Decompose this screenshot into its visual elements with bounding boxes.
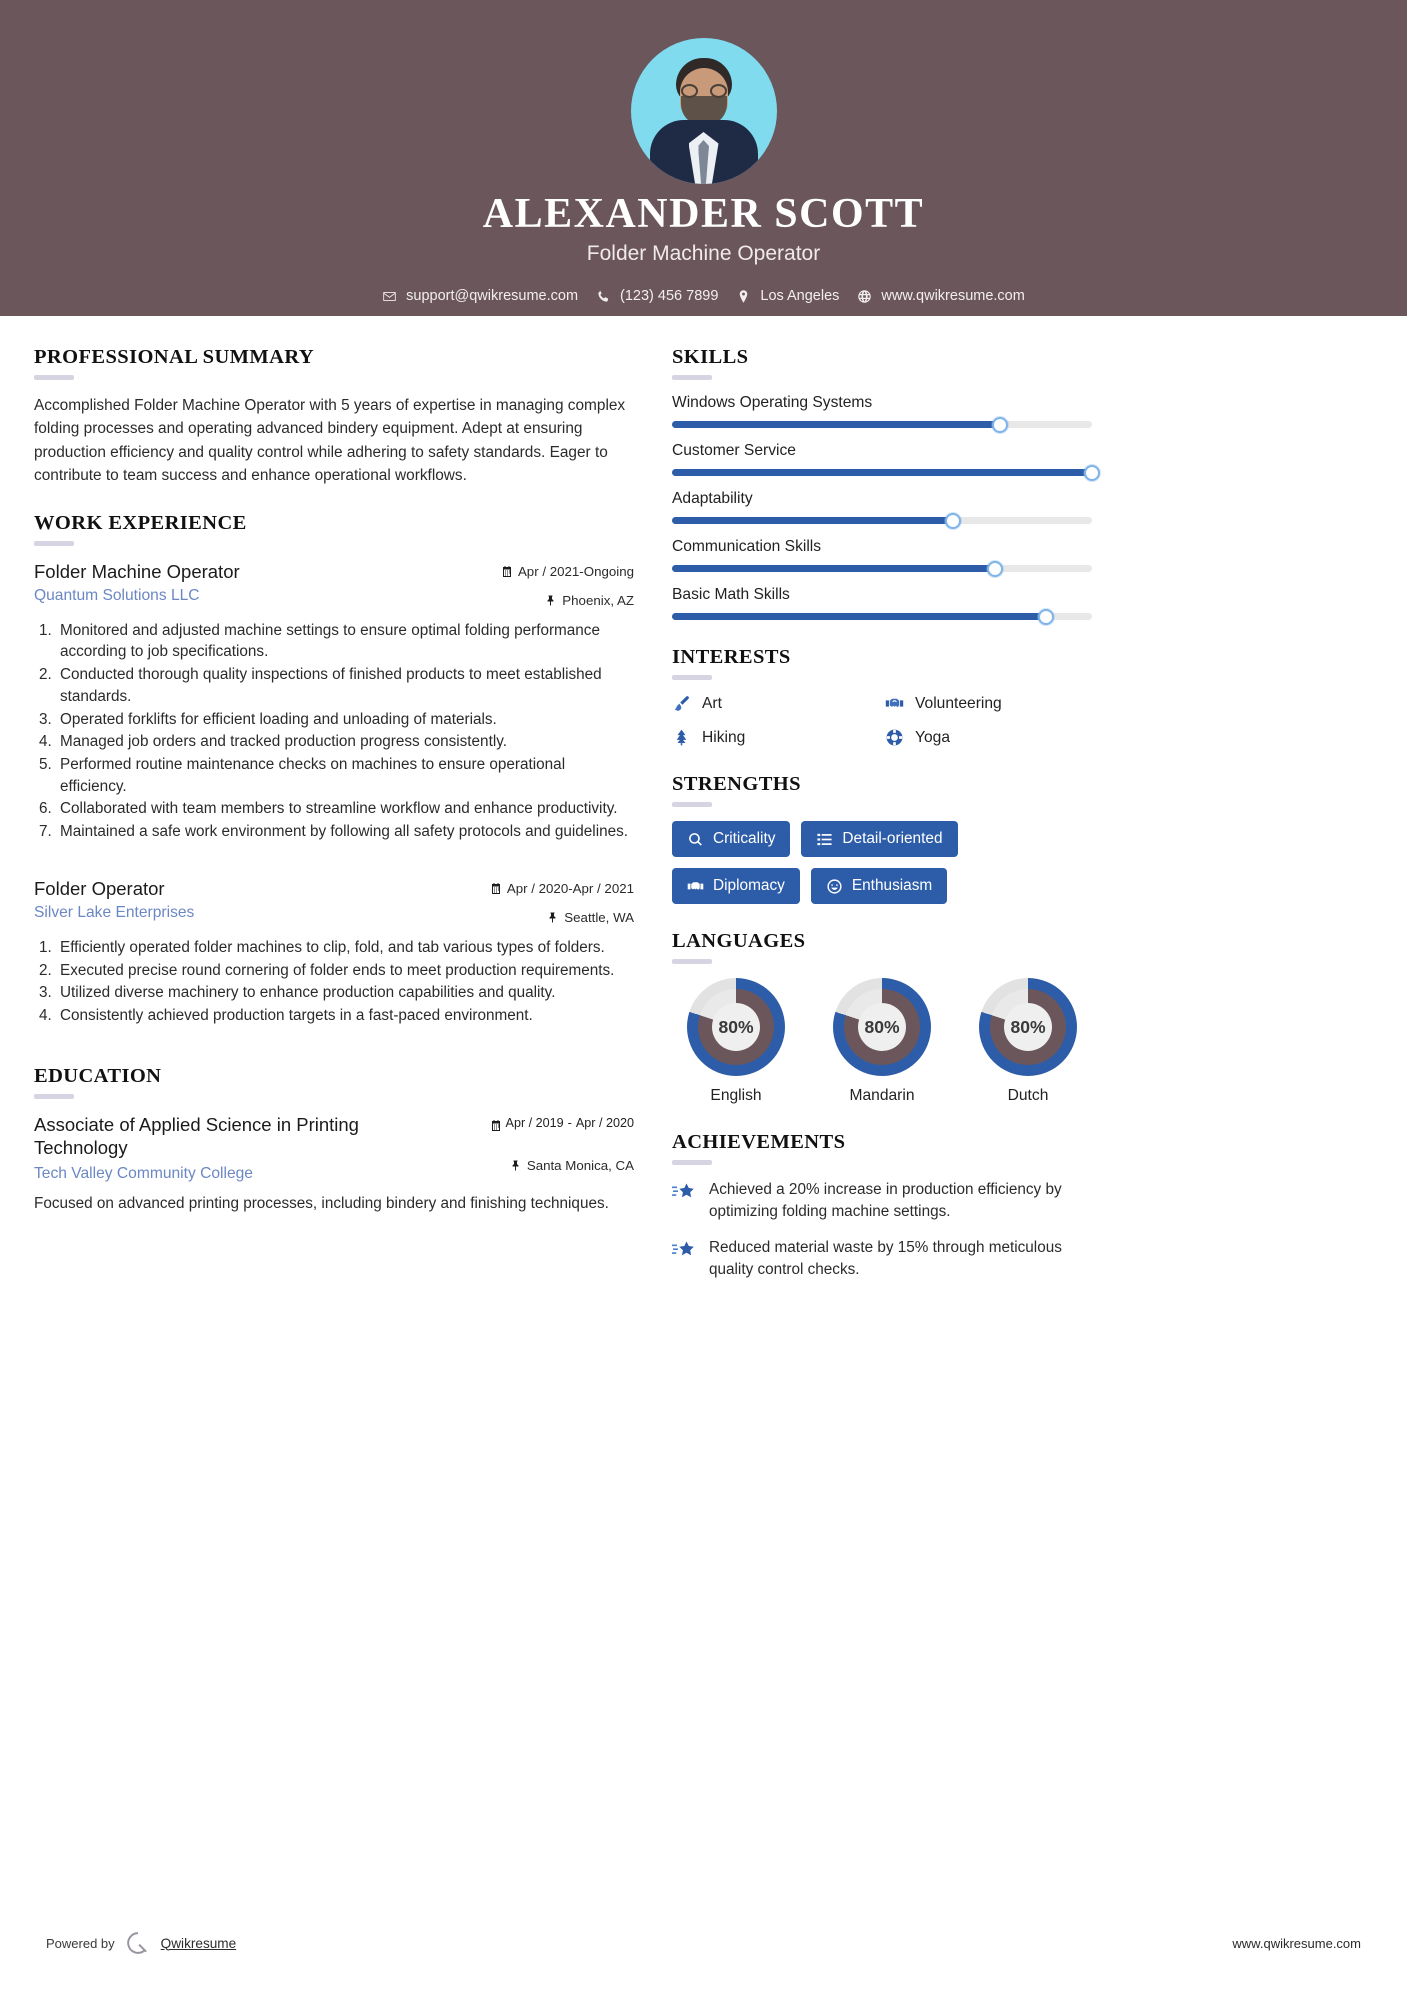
contact-website[interactable]: [857, 288, 1024, 304]
strengths-heading: STRENGTHS: [672, 773, 801, 795]
shooting-star-icon: [672, 1240, 696, 1262]
job-location-text: Phoenix, AZ: [562, 592, 634, 608]
work-heading: WORK EXPERIENCE: [34, 511, 247, 534]
skill-fill: [672, 517, 953, 524]
education-dates: [490, 1113, 634, 1132]
handshake-icon: [885, 694, 904, 713]
skill-label: Customer Service: [672, 442, 796, 459]
section-achievements: [672, 1131, 1092, 1281]
interests-grid: [672, 694, 1092, 747]
achievements-heading: ACHIEVEMENTS: [672, 1131, 846, 1153]
job-dates: [501, 564, 634, 579]
summary-heading: PROFESSIONAL SUMMARY: [34, 346, 315, 368]
job-meta: [490, 877, 634, 925]
skill-fill: [672, 421, 1000, 428]
job-bullet: 5. Performed routine maintenance checks on machines to ensure operational efficiency.: [56, 754, 634, 797]
achievement-text: Reduced material waste by 15% through meticulous quality control checks.: [709, 1239, 1062, 1279]
degree-title: Associate of Applied Science in Printing Technology: [34, 1113, 359, 1159]
languages-list: [672, 978, 1092, 1105]
languages-heading: LANGUAGES: [672, 930, 806, 952]
section-skills: [672, 346, 1092, 620]
school-name[interactable]: Tech Valley Community College: [34, 1165, 253, 1183]
job-location-text: Seattle, WA: [564, 909, 634, 925]
section-divider: [672, 675, 712, 680]
skill-label: Basic Math Skills: [672, 586, 790, 603]
skill-knob[interactable]: [1038, 609, 1054, 625]
section-professional-summary: [34, 346, 634, 488]
skill-knob[interactable]: [992, 417, 1008, 433]
pushpin-icon: [547, 911, 559, 924]
language-item: [964, 978, 1092, 1105]
globe-icon: [857, 289, 872, 304]
education-heading: EDUCATION: [34, 1064, 162, 1087]
skill-knob[interactable]: [987, 561, 1003, 577]
section-divider: [34, 541, 74, 546]
job-bullet: 1. Efficiently operated folder machines to clip, fold, and tab various types of folders.: [56, 937, 634, 959]
contact-email-text: support@qwikresume.com: [406, 288, 579, 305]
job-location: [501, 593, 634, 608]
strength-label: Criticality: [713, 830, 776, 847]
job-bullet: 7. Maintained a safe work environment by following all safety protocols and guidelines.: [56, 821, 634, 843]
powered-by-block: [46, 1930, 236, 1956]
education-location: [490, 1158, 634, 1173]
job-dates-text: Apr / 2020-Apr / 2021: [506, 880, 634, 896]
skill-fill: [672, 613, 1046, 620]
phone-icon: [596, 289, 611, 304]
skill-fill: [672, 565, 995, 572]
contact-phone-text: (123) 456 7899: [620, 288, 719, 305]
section-divider: [672, 375, 712, 380]
shooting-star-icon: [672, 1182, 696, 1204]
date-separator: -: [567, 1116, 572, 1130]
interest-label: Yoga: [915, 728, 950, 746]
job-bullets: [56, 620, 634, 843]
handshake-icon: [687, 878, 704, 895]
tree-icon: [672, 728, 691, 747]
language-name: English: [710, 1087, 762, 1104]
skill-slider[interactable]: [672, 517, 1092, 524]
strength-label: Diplomacy: [713, 877, 785, 894]
job-bullet: 1. Monitored and adjusted machine settings to ensure optimal folding performance according to job specifications.: [56, 620, 634, 663]
job-role-subtitle: Folder Machine Operator: [586, 242, 821, 266]
job-dates: [490, 881, 634, 896]
contact-email[interactable]: [382, 288, 578, 304]
interest-item: [672, 728, 879, 747]
section-divider: [672, 802, 712, 807]
language-donut-chart: [833, 978, 931, 1076]
section-divider: [34, 375, 74, 380]
strength-label: Detail-oriented: [842, 830, 943, 847]
smiley-icon: [826, 878, 843, 895]
skill-knob[interactable]: [1084, 465, 1100, 481]
language-donut-chart: [687, 978, 785, 1076]
qwikresume-brand-link[interactable]: Qwikresume: [160, 1935, 237, 1951]
skill-slider[interactable]: [672, 469, 1092, 476]
page-title: ALEXANDER SCOTT: [482, 191, 925, 237]
avatar: [631, 38, 777, 184]
interest-label: Hiking: [702, 728, 746, 746]
calendar-icon: [501, 565, 513, 578]
contact-bar: [0, 288, 1407, 304]
interest-label: Art: [702, 694, 722, 712]
education-date-start: Apr / 2019: [505, 1115, 564, 1130]
section-divider: [34, 1094, 74, 1099]
work-entry: [34, 877, 634, 1027]
education-location-text: Santa Monica, CA: [526, 1157, 634, 1173]
job-location: [490, 910, 634, 925]
strength-badge-criticality: [672, 821, 790, 857]
skill-item: [672, 490, 1092, 524]
achievement-item: [672, 1237, 1092, 1280]
job-bullet: 2. Conducted thorough quality inspections of finished products to meet established standards.: [56, 664, 634, 707]
job-organization[interactable]: Silver Lake Enterprises: [34, 903, 195, 921]
job-bullet: 4. Consistently achieved production targets in a fast-paced environment.: [56, 1005, 634, 1027]
skill-slider[interactable]: [672, 565, 1092, 572]
education-meta: [490, 1113, 634, 1173]
donut-percent-label: 80%: [712, 1003, 760, 1051]
achievement-text: Achieved a 20% increase in production efficiency by optimizing folding machine settings.: [709, 1181, 1062, 1220]
language-name: Mandarin: [849, 1087, 915, 1104]
skill-label: Windows Operating Systems: [672, 394, 873, 411]
contact-location: [736, 288, 839, 304]
education-entry: [34, 1113, 634, 1215]
skills-heading: SKILLS: [672, 346, 749, 368]
list-icon: [816, 831, 833, 848]
education-description: Focused on advanced printing processes, including bindery and finishing techniques.: [34, 1195, 609, 1213]
section-strengths: [672, 773, 1092, 904]
skill-item: [672, 442, 1092, 476]
language-name: Dutch: [1007, 1087, 1049, 1104]
strength-label: Enthusiasm: [851, 877, 933, 894]
section-interests: [672, 646, 1092, 747]
education-date-end: Apr / 2020: [575, 1115, 634, 1130]
skill-item: [672, 538, 1092, 572]
skill-slider[interactable]: [672, 613, 1092, 620]
contact-phone[interactable]: [596, 288, 718, 304]
skill-fill: [672, 469, 1092, 476]
pushpin-icon: [510, 1159, 522, 1172]
language-donut-chart: [979, 978, 1077, 1076]
language-item: [818, 978, 946, 1105]
skill-knob[interactable]: [945, 513, 961, 529]
work-entry: [34, 560, 634, 843]
skill-label: Communication Skills: [672, 538, 822, 555]
job-dates-text: Apr / 2021-Ongoing: [517, 563, 634, 579]
interest-label: Volunteering: [915, 694, 1002, 712]
right-column: [672, 346, 1092, 1296]
job-bullet: 2. Executed precise round cornering of folder ends to meet production requirements.: [56, 960, 634, 982]
job-bullet: 6. Collaborated with team members to streamline workflow and enhance productivity.: [56, 798, 634, 820]
calendar-icon: [490, 882, 502, 895]
job-meta: [501, 560, 634, 608]
interests-heading: INTERESTS: [672, 646, 791, 668]
footer-website[interactable]: www.qwikresume.com: [1232, 1935, 1361, 1951]
portrait-glasses: [681, 84, 727, 98]
job-bullet: 3. Utilized diverse machinery to enhance production capabilities and quality.: [56, 982, 634, 1004]
lifering-icon: [885, 728, 904, 747]
left-column: [34, 346, 634, 1215]
interest-item: [885, 728, 1092, 747]
envelope-icon: [382, 289, 397, 304]
contact-website-text: www.qwikresume.com: [881, 288, 1025, 305]
job-bullet: 3. Operated forklifts for efficient loading and unloading of materials.: [56, 709, 634, 731]
page-footer: [0, 1930, 1407, 1956]
interest-item: [885, 694, 1092, 713]
donut-percent-label: 80%: [1004, 1003, 1052, 1051]
donut-percent-label: 80%: [858, 1003, 906, 1051]
interest-item: [672, 694, 879, 713]
strength-badge-diplomacy: [672, 868, 800, 904]
resume-header: [0, 0, 1407, 316]
resume-body: [0, 316, 1407, 1296]
achievement-item: [672, 1179, 1092, 1222]
job-bullet: 4. Managed job orders and tracked production progress consistently.: [56, 731, 634, 753]
language-item: [672, 978, 800, 1105]
calendar-icon: [490, 1119, 502, 1132]
section-divider: [672, 959, 712, 964]
pushpin-icon: [545, 594, 557, 607]
job-organization[interactable]: Quantum Solutions LLC: [34, 586, 200, 604]
skill-item: [672, 586, 1092, 620]
strength-badge-detail-oriented: [801, 821, 957, 857]
powered-by-label: Powered by: [46, 1935, 115, 1951]
skill-label: Adaptability: [672, 490, 753, 507]
section-work-experience: [34, 512, 634, 1027]
section-languages: [672, 930, 1092, 1105]
section-divider: [672, 1160, 712, 1165]
section-education: [34, 1065, 634, 1215]
search-icon: [687, 831, 704, 848]
job-title: Folder Machine Operator: [34, 560, 240, 582]
strength-badge-enthusiasm: [811, 868, 947, 904]
qwikresume-logo-icon: [125, 1930, 151, 1956]
summary-text: Accomplished Folder Machine Operator with 5 years of expertise in managing complex folding processes and operating advanced bindery equipment. Adept at ensuring production efficiency and quality control while adhering to safety standards. Eager to contribute to team success and enhance operational workflows.: [34, 397, 626, 485]
contact-location-text: Los Angeles: [760, 288, 840, 305]
skill-item: [672, 394, 1092, 428]
job-title: Folder Operator: [34, 877, 165, 899]
paintbrush-icon: [672, 694, 691, 713]
strengths-list: [672, 821, 1092, 904]
location-pin-icon: [736, 289, 751, 304]
skill-slider[interactable]: [672, 421, 1092, 428]
job-bullets: [56, 937, 634, 1027]
